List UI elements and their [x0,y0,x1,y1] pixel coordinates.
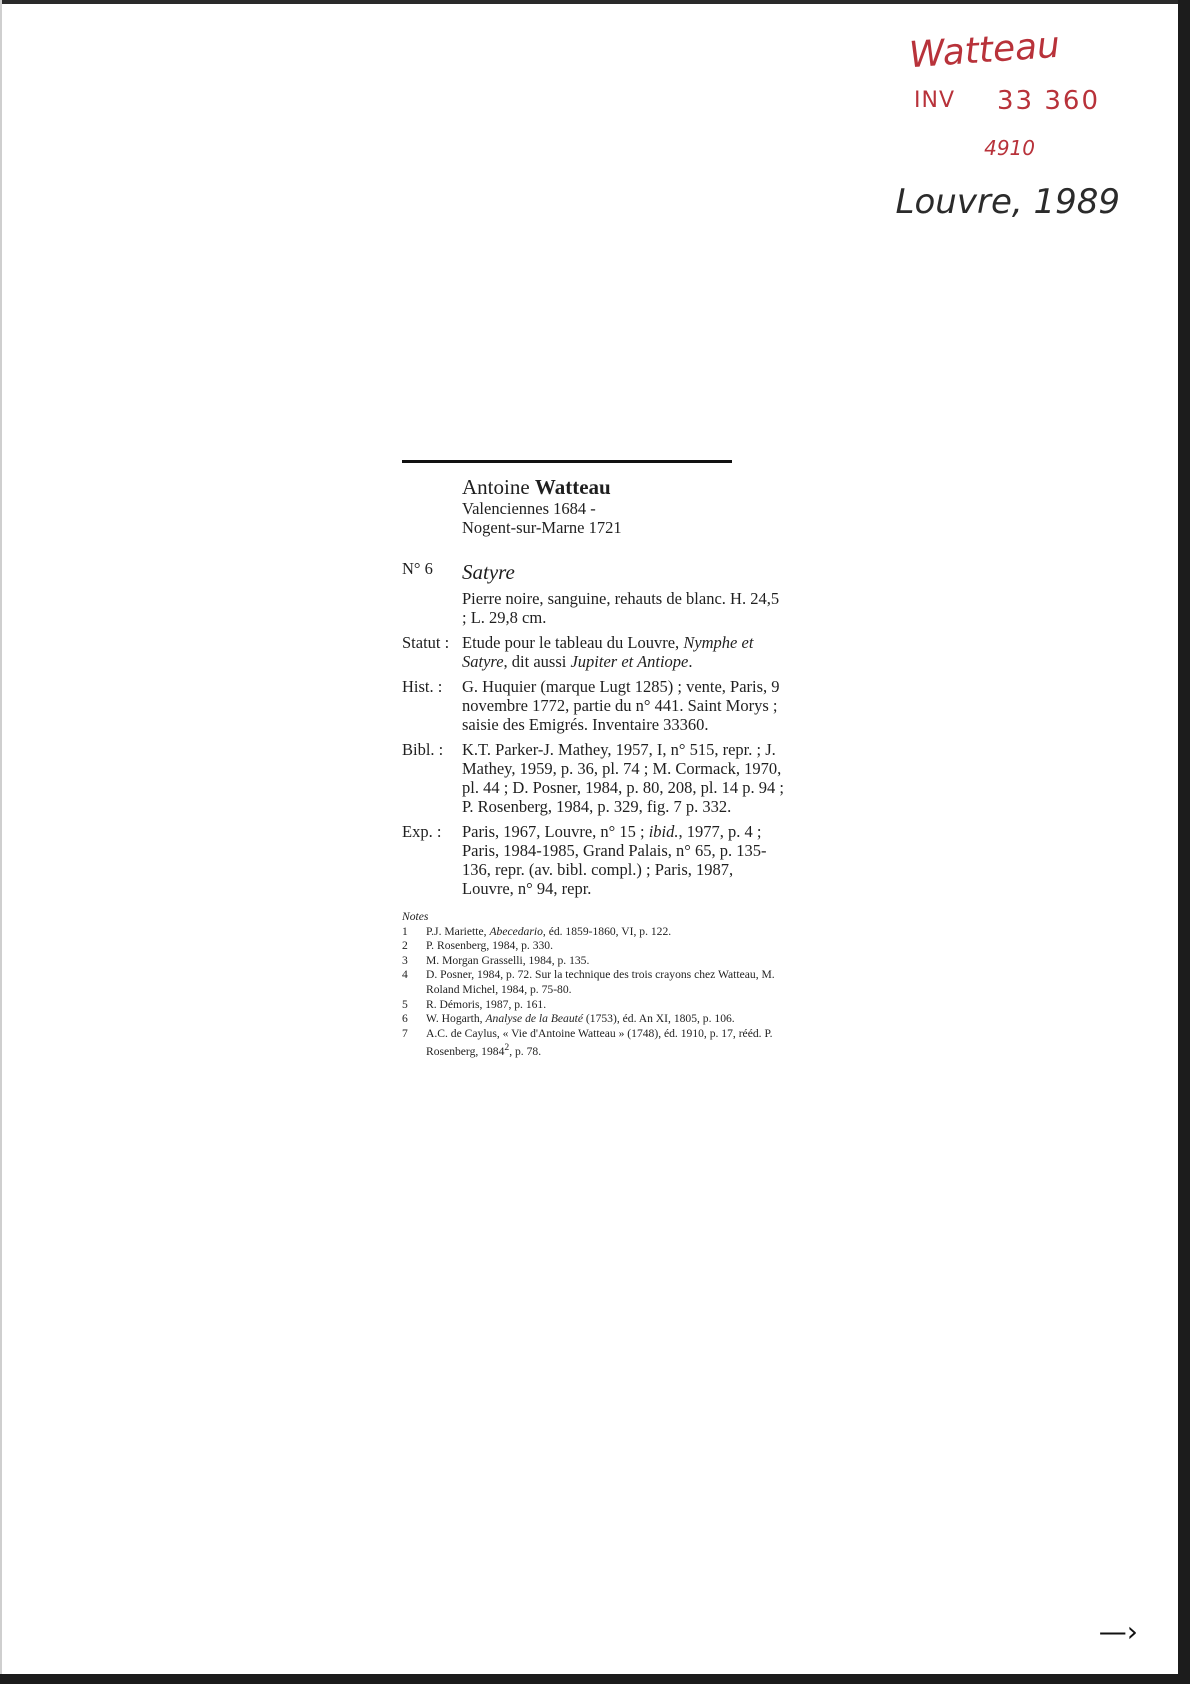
note-italic: Abecedario [489,924,543,938]
note-text: P. Rosenberg, 1984, p. 330. [426,939,553,953]
note-text: (1753), éd. An XI, 1805, p. 106. [583,1012,735,1026]
note-item [402,954,784,969]
note-text: A.C. de Caylus, « Vie d'Antoine Watteau » (1748), éd. 1910, p. 17, rééd. P. Rosenberg, 1984 [426,1026,773,1059]
annotation-signature: Louvre, 1989 [895,182,1120,222]
note-item [402,968,784,997]
statut-text-3: . [688,652,693,671]
bibl-text: K.T. Parker-J. Mathey, 1957, I, n° 515, repr. ; J. Mathey, 1959, p. 36, pl. 74 ; M. Cormack, 1970, pl. 44 ; D. Posner, 1984, p. 80, 208, pl. 14 p. 94 ; P. Rosenberg, 1984, p. 329, fig. 7 p. 332. [462,740,785,816]
scan-border-right [1178,0,1190,1684]
entry-title-row [402,559,784,627]
statut-painting-title: Nymphe et Satyre [462,633,754,671]
note-number: 6 [402,1012,408,1026]
artist-name [462,475,784,499]
note-number: 5 [402,997,408,1011]
note-text: R. Démoris, 1987, p. 161. [426,997,547,1011]
note-item [402,1027,784,1060]
notes-section [402,910,784,1060]
hist-text: G. Huquier (marque Lugt 1285) ; vente, Paris, 9 novembre 1772, partie du n° 441. Saint Morys ; saisie des Emigrés. Inventaire 33360. [462,677,780,734]
annotation-inv-number: 33 360 [997,86,1100,116]
artist-block [462,475,784,537]
note-text: M. Morgan Grasselli, 1984, p. 135. [426,953,590,967]
artwork-medium: Pierre noire, sanguine, rehauts de blanc. H. 24,5 ; L. 29,8 cm. [462,589,780,627]
statut-label: Statut : [402,633,450,652]
note-number: 1 [402,924,408,938]
exp-label: Exp. : [402,822,442,841]
note-superscript: 2 [504,1042,510,1054]
note-item [402,1012,784,1027]
artist-born: Valenciennes 1684 - [462,499,596,518]
header-rule [402,460,732,463]
note-text: D. Posner, 1984, p. 72. Sur la technique des trois crayons chez Watteau, M. Roland Michel, 1984, p. 75-80. [426,968,775,996]
handwritten-annotation [890,22,1130,232]
artist-last-name: Watteau [534,475,611,499]
note-number: 2 [402,939,408,953]
note-number: 3 [402,953,408,967]
entry-number: N° 6 [402,559,433,578]
exp-text [462,822,784,898]
hist-row [402,677,784,734]
scan-border-top [0,0,1190,4]
note-item [402,998,784,1013]
exp-text-1: Paris, 1967, Louvre, n° 15 ; [462,822,649,841]
note-item [402,925,784,940]
note-number: 7 [402,1026,408,1040]
exp-ibid: ibid. [648,822,679,841]
page-turn-arrow-icon: —› [1098,1615,1138,1648]
note-text: , éd. 1859-1860, VI, p. 122. [542,924,672,938]
artist-first-name: Antoine [462,475,530,499]
statut-text [462,633,784,671]
hist-label: Hist. : [402,677,443,696]
statut-alt-title: Jupiter et Antiope [570,652,689,671]
annotation-inv-label: INV [914,88,955,113]
exp-text-2: , 1977, p. 4 ; Paris, 1984-1985, Grand Palais, n° 65, p. 135-136, repr. (av. bibl. compl.) ; Paris, 1987, Louvre, n° 94, repr. [462,822,767,898]
scan-border-bottom [0,1674,1190,1684]
artist-died: Nogent-sur-Marne 1721 [462,518,622,537]
statut-row [402,633,784,671]
bibl-row [402,740,784,816]
annotation-name: Watteau [907,24,1062,77]
exp-row [402,822,784,898]
note-text: P.J. Mariette, [426,924,490,938]
annotation-code: 4910 [984,136,1035,160]
note-italic: Analyse de la Beauté [485,1012,584,1026]
scan-border-left [0,0,2,1684]
statut-text-2: , dit aussi [503,652,571,671]
bibl-label: Bibl. : [402,740,444,759]
note-text: W. Hogarth, [426,1012,486,1026]
artwork-title: Satyre [462,560,515,584]
statut-text-1: Etude pour le tableau du Louvre, [462,633,680,652]
notes-heading: Notes [402,910,429,923]
catalog-entry [402,460,784,1060]
note-text: , p. 78. [509,1045,542,1059]
note-number: 4 [402,968,408,982]
note-item [402,939,784,954]
